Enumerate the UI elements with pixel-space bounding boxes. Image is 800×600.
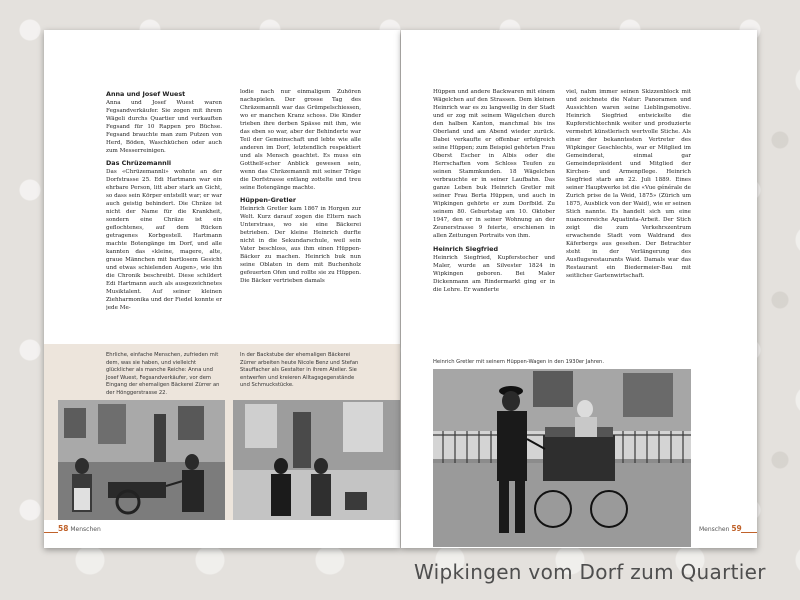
section-text: lodie nach nur einmaligem Zuhören nachspielen. Der grosse Tag des Chräzemannli war das Grümpelschiessen, wo er manchen Kranz schoss. Die Kinder trieben ihre derben Spässe mit ihm, wie das eben so war, aber der Behinderte war Teil der Gemeinschaft und lebte wie alle anderen im Dorf, letztendlich respektiert und als Mensch geachtet. Es muss ein Gotthelf-scher Anblick gewesen sein, wenn das Chräzemannli mit seiner Träge die Dorfstrasse entlang zottelte und treu seine Botengänge machte. [240, 89, 361, 191]
section-heading: Anna und Josef Wuest [106, 90, 186, 98]
wuest-photo [58, 400, 225, 520]
section-text: Das «Chrüzemannli» wohnte an der Dorfstrasse 25. Edi Hartmann war ein ehrbare Person, litt aber stark an Gicht, so dass sein Körper entstellt war; er war auch geistig behindert. Die Chräze ist nicht der Name für die Krankheit, sondern eine Chräze ist ein geflochtenes, auf dem Rücken getragenes Korbgestell. Hartmann machte Botengänge im Dorf, und alle kannten das «kleine, magere, alte, graue Männchen mit bartlosem Gesicht und etwas schielenden Augen», wie ihn die Chronik beschreibt. Diese schildert Edi Hartmann auch als ausgezeichnetes Musiktalent. Auf seiner kleinen Ziehharmonika und der Fiedel konnte er jede Me- [106, 169, 222, 311]
section-heading: Heinrich Siegfried [433, 245, 499, 253]
left-page-column-2 [240, 88, 361, 346]
section-heading: Hüppen-Gretler [240, 196, 297, 204]
photo-caption: Ehrliche, einfache Menschen, zufrieden mit dem, was sie haben, und vielleicht glücklicher als manche Reiche: Anna und Josef Wuest, Fegsandverkäufer, vor dem Eingang der ehemaligen Bäckerei Zürrer an der Hönggerstrasse 22. [106, 352, 220, 396]
left-page [44, 30, 400, 548]
page-number: 58 [58, 524, 69, 533]
right-page-column-1 [433, 88, 555, 330]
gretler-photo [433, 369, 691, 547]
photo-caption: In der Backstube der ehemaligen Bäckerei Zürrer arbeiten heute Nicole Benz und Stefan Stauffacher als Gestalter in ihrem Atelier. Sie entwerfen und kreieren Alltagsgegenstände und Schmuckstücke. [240, 352, 359, 388]
folio-rule [44, 532, 58, 533]
book-title: Wipkingen vom Dorf zum Quartier [414, 560, 766, 584]
atelier-photo [233, 400, 400, 520]
right-page [401, 30, 757, 548]
page-folio-left [58, 524, 101, 533]
section-text: Heinrich Gretler kam 1867 in Horgen zur Welt. Kurz darauf zogen die Eltern nach Unterstrass, wo sie eine Bäckerei betrieben. Der kleine Heinrich durfte nicht in die Sekundarschule, weil sein Vater beschloss, aus ihm einen Hüppen-Bäcker zu machen. Heinrich buk nun seine Oblaten in dem mit Buchenholz gefeuerten Ofen und rollte sie zu Hüppen. Die Bäcker vertrieben damals [240, 206, 361, 284]
section-text: Heinrich Siegfried, Kupferstecher und Maler, wurde an Silvester 1824 in Wipkingen geboren. Bei Maler Dickenmann am Rindermarkt ging er in die Lehre. Er wanderte [433, 255, 555, 293]
page-number: 59 [731, 524, 742, 533]
right-page-column-2 [566, 88, 691, 330]
page-section-label: Menschen [70, 526, 101, 533]
section-text: Hüppen und andere Backwaren mit einem Wägelchen auf den Strassen. Dem kleinen Heinrich war es zu langweilig in der Stadt und er zog mit seinem Wägelchen durch den halben Kanton, manchmal bis ins Oberland und am Abend wieder zurück. Dabei verkaufte er offenbar erfolgreich seine Hüppen; zum Beispiel gehörten Frau Oberst Escher in Albis oder die Herrschaften vom Schloss Teufen zu seinen Stammkunden. 18 Wägelchen verbrauchte er in seiner Laufbahn. Das ganze Leben buk Heinrich Gretler mit seiner Frau Berta Hüppen, und auch in Wipkingen gehörte er zum Dorfbild. Zu seinem 80. Geburtstag am 10. Oktober 1947, den er in seiner Wohnung an der Zeunerstrasse 9 feierte, erschienen in allen Zeitungen Portraits von ihm. [433, 89, 555, 239]
photo-caption: Heinrich Gretler mit seinem Hüppen-Wagen in den 1930er Jahren. [433, 359, 604, 365]
left-page-column-1 [106, 88, 222, 346]
page-section-label: Menschen [699, 526, 730, 533]
section-text: viel, nahm immer seinen Skizzenblock mit und zeichnete die Natur: Panoramen und Aussichten waren seine Lieblingsmotive. Heinrich Siegfried entwickelte die Kupferstichtechnik weiter und produzierte vermehrt künstlerisch wertvolle Stiche. Als einer der bekanntesten Vertreter des Wipkinger Geschlechts, war er Mitglied im Gemeinderat, einmal gar Gemeindepräsident und Mitglied der Kirchen- und Armenpflege. Heinrich Siegfried starb am 22. Juli 1889. Eines seiner Hauptwerke ist die «Vue générale de Zurich prise de la Weid, 1875» (Zürich um 1875, Ausblick von der Waid), wie er seinen Stich nannte. Es handelt sich um eine nuancenreiche Aquatinta-Arbeit. Der Stich zeigt die zum Verkehrszentrum erwachende Stadt vom Waldrand des Käferbergs aus gesehen. Der Betrachter steht in der Verlängerung des Ausflugsrestaurants Waid. Damals war das Restaurant ein Biedermeier-Bau mit seitlicher Gartenwirtschaft. [566, 89, 691, 279]
section-text: Anna und Josef Wuest waren Fegsandverkäufer. Sie zogen mit ihrem Wägeli durchs Quartier und verkauften Fegsand für 10 Rappen pro Büchse. Fegsand brauchte man zum Putzen von Herd, Böden, Waschküchen oder auch zum Messerreinigen. [106, 100, 222, 154]
folio-rule [741, 532, 757, 533]
section-heading: Das Chrüzemannli [106, 159, 172, 167]
page-folio-right [699, 524, 742, 533]
